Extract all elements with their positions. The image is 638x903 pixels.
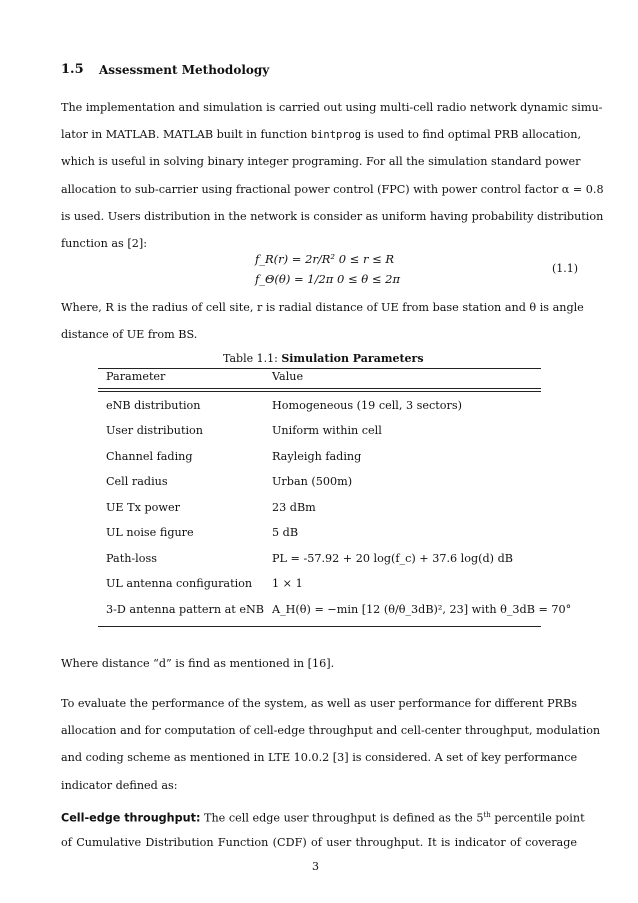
paragraph-line: Where distance “d” is find as mentioned in [16].: [61, 657, 335, 670]
paragraph-line: which is useful in solving binary integer programing. For all the simulation standard power: [61, 155, 581, 169]
table-cell: UE Tx power: [106, 501, 180, 514]
table-cell: Cell radius: [106, 475, 168, 488]
paragraph-line: and coding scheme as mentioned in LTE 10.0.2 [3] is considered. A set of key performance: [61, 751, 578, 765]
paragraph-line: Where, R is the radius of cell site, r is radial distance of UE from base station and θ is angle: [61, 301, 584, 314]
table-cell: Channel fading: [106, 450, 193, 463]
paragraph-line: lator in MATLAB. MATLAB built in function bintprog is used to find optimal PRB allocation,: [61, 128, 582, 142]
table-cell: Urban (500m): [272, 475, 353, 488]
table-cell: 3-D antenna pattern at eNB: [106, 603, 264, 616]
table-cell: 5 dB: [272, 526, 299, 539]
equation-number: (1.1): [552, 262, 579, 275]
term-cell-edge-throughput: Cell-edge throughput:: [61, 811, 201, 825]
paragraph-where: [61, 294, 584, 348]
paragraph-distance: [61, 650, 577, 677]
table-cell: Rayleigh fading: [272, 450, 362, 463]
table-header-value: Value: [272, 370, 304, 383]
paragraph-line: of Cumulative Distribution Function (CDF) of user throughput. It is indicator of coverage: [61, 836, 577, 850]
paragraph-intro: [61, 94, 604, 257]
paragraph-line: To evaluate the performance of the system, as well as user performance for different PRBs: [61, 697, 577, 710]
code-bintprog: bintprog: [310, 129, 361, 142]
paragraph-cell-edge: [61, 802, 585, 856]
paragraph-line: indicator defined as:: [61, 778, 178, 792]
equation-line-1: f_R(r) = 2r/R² 0 ≤ r ≤ R: [255, 252, 395, 266]
table-cell: User distribution: [106, 424, 203, 437]
table-cell: 1 × 1: [272, 577, 303, 590]
table-bottom-rule: [98, 626, 541, 627]
paragraph-line: allocation and for computation of cell-edge throughput and cell-center throughput, modulation: [61, 724, 601, 738]
paragraph-line: The implementation and simulation is carried out using multi-cell radio network dynamic simu-: [61, 101, 603, 114]
table-cell: 23 dBm: [272, 501, 316, 514]
table-cell: UL antenna configuration: [106, 577, 253, 590]
paragraph-line: function as [2]:: [61, 236, 147, 250]
equation-line-2: f_Θ(θ) = 1/2π 0 ≤ θ ≤ 2π: [255, 272, 401, 286]
table-cell: PL = -57.92 + 20 log(f_c) + 37.6 log(d) dB: [272, 552, 513, 565]
paragraph-line: allocation to sub-carrier using fractional power control (FPC) with power control factor α = 0.8: [61, 182, 604, 196]
table-header-rule-2: [98, 391, 541, 392]
page-number: 3: [312, 860, 319, 873]
table-cell: UL noise figure: [106, 526, 194, 539]
table-cell: Homogeneous (19 cell, 3 sectors): [272, 399, 462, 412]
table-cell: eNB distribution: [106, 399, 201, 412]
paragraph-line: Cell-edge throughput: The cell edge user throughput is defined as the 5th percentile point: [61, 811, 585, 825]
table-cell: Path-loss: [106, 552, 157, 565]
table-cell: Uniform within cell: [272, 424, 382, 437]
section-title: Assessment Methodology: [99, 63, 270, 77]
table-top-rule: [98, 368, 541, 369]
paragraph-line: is used. Users distribution in the network is consider as uniform having probability distribution: [61, 209, 604, 223]
table-cell: A_H(θ) = −min [12 (θ/θ_3dB)², 23] with θ_3dB = 70°: [272, 603, 572, 616]
table-header-parameter: Parameter: [106, 370, 166, 383]
table-header-rule: [98, 388, 541, 389]
section-number: 1.5: [61, 62, 84, 77]
paragraph-line: distance of UE from BS.: [61, 328, 198, 342]
paragraph-evaluate: [61, 690, 601, 799]
table-caption: Table 1.1: Simulation Parameters: [223, 352, 424, 365]
